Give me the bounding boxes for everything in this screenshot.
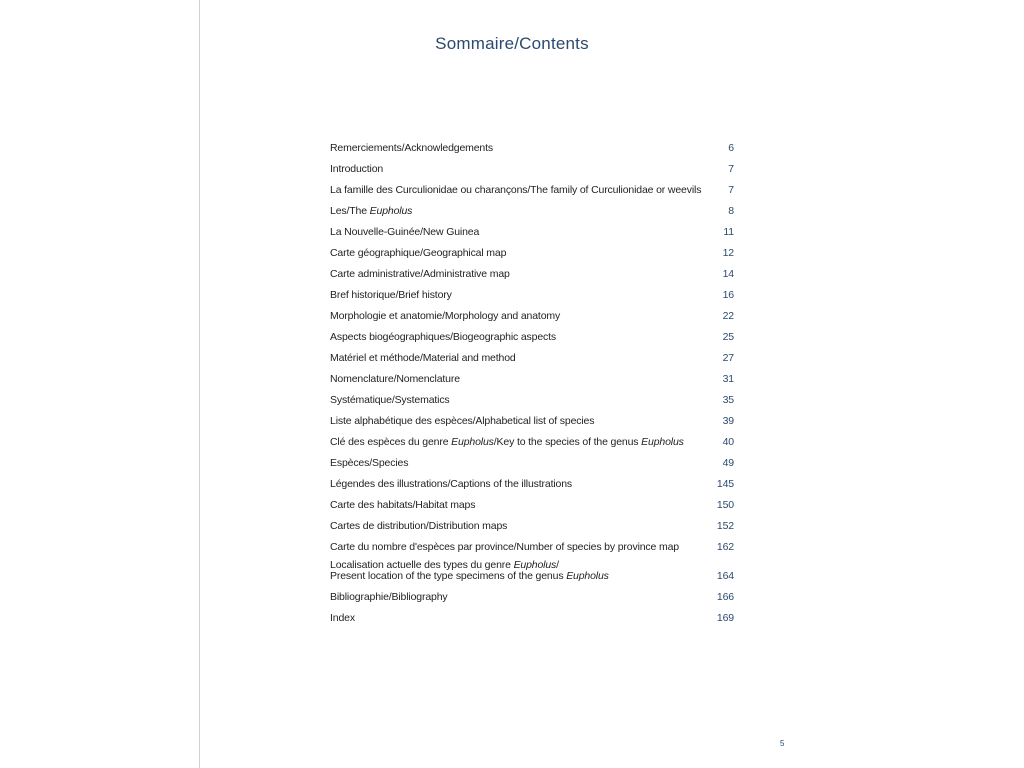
- toc-entry-page: 162: [716, 541, 734, 553]
- toc-entry[interactable]: [330, 304, 734, 325]
- toc-entry-page: 8: [728, 205, 734, 217]
- toc-entry-page: 150: [716, 499, 734, 511]
- toc-entry-title: [330, 290, 452, 304]
- toc-entry-title: [330, 206, 412, 220]
- toc-entry-title: [330, 353, 516, 367]
- genus-name-italic: Eupholus: [451, 436, 494, 448]
- folio-page-number: 5: [780, 739, 785, 748]
- toc-entry-page: 31: [722, 373, 734, 385]
- toc-entry-title: [330, 542, 679, 556]
- toc-entry-title-text: Nomenclature/Nomenclature: [330, 373, 460, 385]
- toc-entry[interactable]: [330, 560, 734, 585]
- toc-entry-page: 35: [722, 394, 734, 406]
- toc-entry[interactable]: [330, 157, 734, 178]
- toc-entry-title: [330, 479, 572, 493]
- toc-entry-title-text: Cartes de distribution/Distribution maps: [330, 520, 508, 532]
- toc-entry-title-text: Aspects biogéographiques/Biogeographic aspects: [330, 331, 557, 343]
- toc-entry-page: 11: [723, 226, 734, 238]
- toc-entry-title-text: /: [556, 559, 559, 571]
- toc-entry-title: [330, 143, 493, 157]
- toc-entry-page: 27: [722, 352, 734, 364]
- toc-entry-title: [330, 395, 450, 409]
- toc-entry-title-line-2: [330, 571, 609, 582]
- toc-entry-title: [330, 560, 609, 585]
- toc-entry-title: [330, 164, 383, 178]
- toc-entry-page: 7: [728, 184, 734, 196]
- toc-entry[interactable]: [330, 606, 734, 627]
- toc-entry-title: [330, 521, 507, 535]
- toc-entry-title: [330, 269, 510, 283]
- toc-entry-title-text: Carte géographique/Geographical map: [330, 247, 507, 259]
- toc-entry-title-text: Index: [330, 612, 355, 624]
- toc-entry-title-text: La Nouvelle-Guinée/New Guinea: [330, 226, 480, 238]
- toc-entry-page: 152: [716, 520, 734, 532]
- toc-entry-title: [330, 185, 701, 199]
- toc-entry-title-text: Carte administrative/Administrative map: [330, 268, 510, 280]
- genus-name-italic: Eupholus: [369, 205, 413, 217]
- toc-entry-page: 6: [728, 142, 734, 154]
- page-title: Sommaire/Contents: [435, 34, 589, 53]
- toc-entry-page: 39: [722, 415, 734, 427]
- genus-name-italic: Eupholus: [566, 570, 609, 582]
- toc-entry-title-text: Bref historique/Brief history: [330, 289, 452, 301]
- toc-entry-title: [330, 416, 594, 430]
- toc-entry[interactable]: [330, 451, 734, 472]
- genus-name-italic: Eupholus: [641, 436, 684, 448]
- toc-entry-title: [330, 248, 506, 262]
- genus-name-italic: Eupholus: [513, 559, 557, 571]
- toc-entry[interactable]: [330, 178, 734, 199]
- toc-entry[interactable]: [330, 283, 734, 304]
- toc-entry[interactable]: [330, 493, 734, 514]
- toc-entry-title: [330, 311, 560, 325]
- page-margin-rule: [199, 0, 200, 768]
- toc-entry-title-text: Carte du nombre d'espèces par province/Number of species by province map: [330, 541, 679, 553]
- toc-entry-page: 7: [728, 163, 734, 175]
- toc-entry-title-text: Bibliographie/Bibliography: [330, 591, 448, 603]
- table-of-contents: [330, 136, 734, 627]
- toc-entry-page: 49: [722, 457, 734, 469]
- toc-entry-title-text: La famille des Curculionidae ou charançons/The family of Curculionidae or weevils: [330, 184, 702, 196]
- toc-entry[interactable]: [330, 472, 734, 493]
- toc-entry[interactable]: [330, 220, 734, 241]
- toc-entry[interactable]: [330, 409, 734, 430]
- toc-entry[interactable]: [330, 241, 734, 262]
- toc-entry-title: [330, 592, 448, 606]
- toc-entry-title-text: Liste alphabétique des espèces/Alphabetical list of species: [330, 415, 595, 427]
- toc-entry-title-text: Les/The: [330, 205, 370, 217]
- toc-entry[interactable]: [330, 262, 734, 283]
- toc-entry[interactable]: [330, 346, 734, 367]
- toc-entry[interactable]: [330, 325, 734, 346]
- toc-entry-page: 40: [722, 436, 734, 448]
- toc-entry-title-text: Present location of the type specimens of the genus: [330, 570, 567, 582]
- toc-entry-title-text: Morphologie et anatomie/Morphology and anatomy: [330, 310, 561, 322]
- toc-entry[interactable]: [330, 430, 734, 451]
- toc-entry-title: [330, 613, 355, 627]
- toc-entry-title: [330, 332, 556, 346]
- toc-entry-title-text: Systématique/Systematics: [330, 394, 450, 406]
- toc-entry-title: [330, 500, 475, 514]
- toc-entry-page: 25: [722, 331, 734, 343]
- toc-entry-page: 166: [716, 591, 734, 603]
- toc-entry-title-text: Espèces/Species: [330, 457, 409, 469]
- toc-entry[interactable]: [330, 585, 734, 606]
- toc-entry-page: 164: [716, 570, 734, 582]
- toc-entry-title: [330, 227, 479, 241]
- toc-entry-page: 169: [716, 612, 734, 624]
- toc-entry-title-text: Clé des espèces du genre: [330, 436, 452, 448]
- toc-entry[interactable]: [330, 367, 734, 388]
- toc-entry[interactable]: [330, 136, 734, 157]
- toc-entry[interactable]: [330, 514, 734, 535]
- toc-entry[interactable]: [330, 388, 734, 409]
- toc-entry-title-text: Légendes des illustrations/Captions of the illustrations: [330, 478, 572, 490]
- toc-entry-page: 145: [716, 478, 734, 490]
- toc-entry-title-text: Introduction: [330, 163, 384, 175]
- toc-entry-title: [330, 437, 684, 451]
- toc-entry-title-text: Matériel et méthode/Material and method: [330, 352, 516, 364]
- toc-entry-page: 12: [722, 247, 734, 259]
- toc-entry[interactable]: [330, 199, 734, 220]
- toc-entry-page: 22: [722, 310, 734, 322]
- toc-entry-page: 14: [722, 268, 734, 280]
- toc-entry[interactable]: [330, 535, 734, 556]
- toc-entry-title-text: Localisation actuelle des types du genre: [330, 559, 514, 571]
- toc-entry-title: [330, 458, 408, 472]
- toc-entry-page: 16: [722, 289, 734, 301]
- toc-entry-title: [330, 374, 460, 388]
- toc-entry-title-text: Remerciements/Acknowledgements: [330, 142, 493, 154]
- toc-entry-title-text: Carte des habitats/Habitat maps: [330, 499, 476, 511]
- toc-entry-title-text: /Key to the species of the genus: [493, 436, 642, 448]
